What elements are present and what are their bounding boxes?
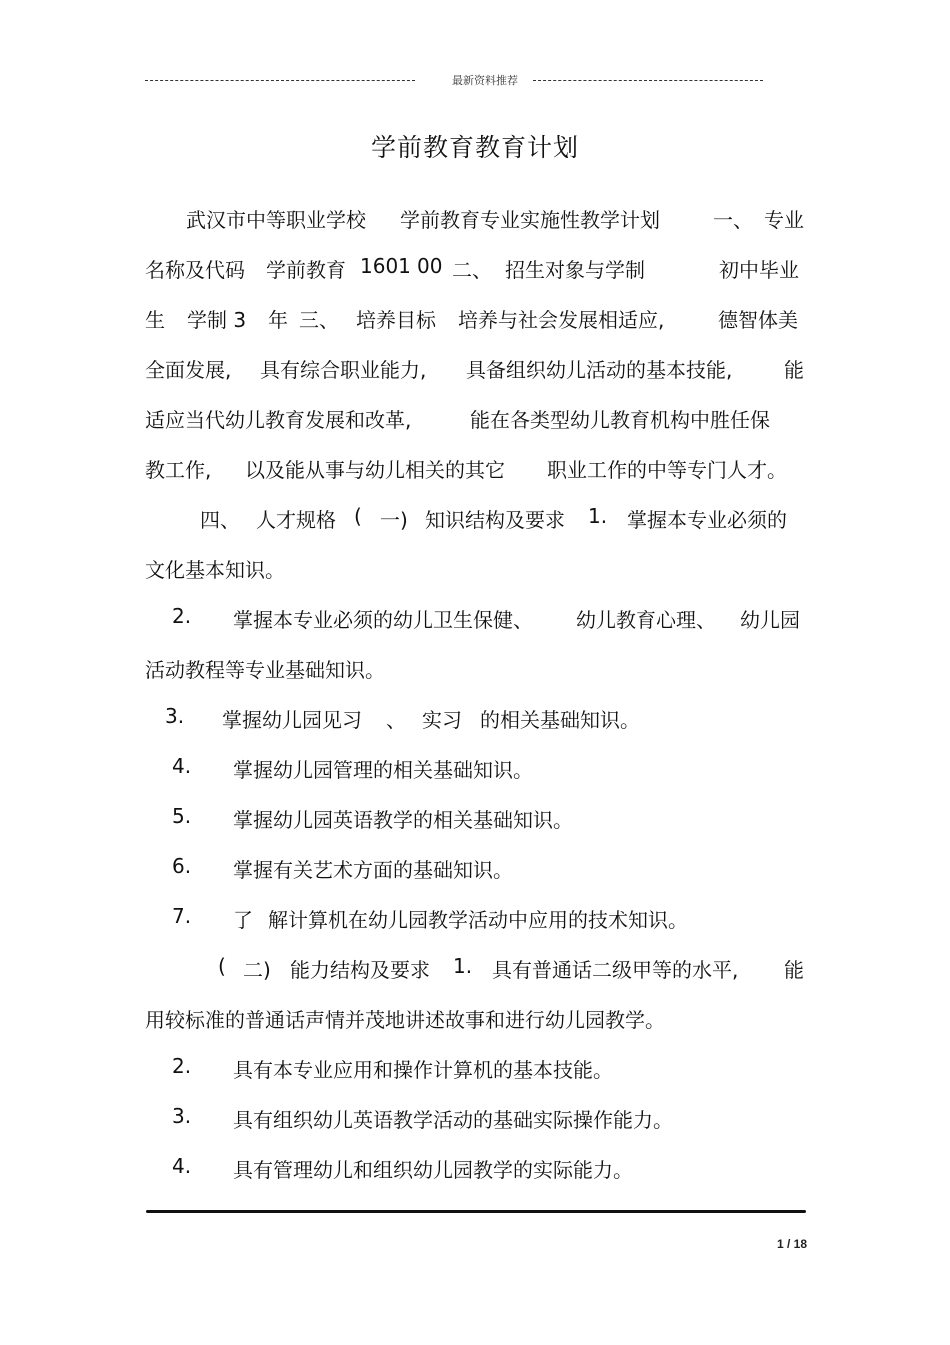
document-title: 学前教育教育计划: [370, 133, 579, 162]
text-segment: 掌握幼儿园管理的相关基础知识。: [233, 758, 533, 782]
text-line: [0, 954, 950, 984]
text-segment: 2.: [172, 604, 192, 628]
text-segment: 7.: [172, 904, 192, 928]
text-segment: 知识结构及要求: [425, 508, 565, 532]
text-segment: 了: [233, 908, 253, 932]
text-segment: 掌握本专业必须的: [627, 508, 787, 532]
text-segment: 以及能从事与幼儿相关的其它: [245, 458, 505, 482]
text-segment: 职业工作的中等专门人才。: [547, 458, 787, 482]
text-segment: 5.: [172, 804, 192, 828]
text-segment: 用较标准的普通话声情并茂地讲述故事和进行幼儿园教学。: [145, 1008, 665, 1032]
text-segment: 00: [417, 254, 443, 278]
text-segment: 培养与社会发展相适应,: [458, 308, 665, 332]
text-segment: 4.: [172, 1154, 192, 1178]
text-segment: 文化基本知识。: [145, 558, 285, 582]
text-line: [0, 1054, 950, 1084]
text-line: [0, 504, 950, 534]
text-line: [0, 704, 950, 734]
text-segment: 德智体美: [718, 308, 798, 332]
text-segment: 具有普通话二级甲等的水平,: [492, 958, 739, 982]
text-segment: (: [218, 954, 226, 978]
text-segment: 6.: [172, 854, 192, 878]
text-line: [0, 204, 950, 234]
text-segment: 具有组织幼儿英语教学活动的基础实际操作能力。: [233, 1108, 673, 1132]
text-segment: 掌握幼儿园英语教学的相关基础知识。: [233, 808, 573, 832]
text-segment: 1.: [588, 504, 608, 528]
text-segment: 2.: [172, 1054, 192, 1078]
text-line: [0, 654, 950, 684]
text-segment: 学前教育专业实施性教学计划: [400, 208, 660, 232]
text-line: [0, 1154, 950, 1184]
text-segment: 具有综合职业能力,: [260, 358, 427, 382]
text-line: [0, 354, 950, 384]
text-line: [0, 254, 950, 284]
header-label: 最新资料推荐: [452, 74, 518, 87]
text-segment: 3.: [165, 704, 185, 728]
text-segment: 初中毕业: [719, 258, 799, 282]
text-line: [0, 454, 950, 484]
text-segment: 生: [145, 308, 165, 332]
text-line: [0, 854, 950, 884]
text-segment: 学制 3: [187, 308, 247, 332]
text-segment: 掌握幼儿园见习: [222, 708, 362, 732]
header-dash-left: [145, 80, 415, 81]
text-segment: 名称及代码: [145, 258, 245, 282]
text-segment: 能: [784, 358, 804, 382]
text-line: [0, 904, 950, 934]
text-segment: 培养目标: [356, 308, 436, 332]
text-segment: 能力结构及要求: [290, 958, 430, 982]
text-segment: 、: [386, 708, 406, 732]
text-segment: 一): [380, 508, 408, 532]
text-line: [0, 1104, 950, 1134]
text-segment: 专业: [764, 208, 804, 232]
page-number: 1 / 18: [776, 1237, 807, 1251]
text-segment: (: [354, 504, 362, 528]
text-segment: 掌握本专业必须的幼儿卫生保健、: [233, 608, 533, 632]
text-segment: 实习: [422, 708, 462, 732]
text-segment: 3.: [172, 1104, 192, 1128]
text-segment: 适应当代幼儿教育发展和改革,: [145, 408, 412, 432]
text-segment: 具有管理幼儿和组织幼儿园教学的实际能力。: [233, 1158, 633, 1182]
text-line: [0, 804, 950, 834]
header-dash-right: [533, 80, 763, 81]
text-segment: 幼儿园: [740, 608, 800, 632]
text-segment: 二、: [452, 258, 492, 282]
text-segment: 人才规格: [256, 508, 336, 532]
text-line: [0, 404, 950, 434]
text-segment: 幼儿教育心理、: [576, 608, 716, 632]
text-segment: 教工作,: [145, 458, 212, 482]
text-segment: 能: [784, 958, 804, 982]
text-segment: 三、: [299, 308, 339, 332]
text-segment: 武汉市中等职业学校: [186, 208, 366, 232]
text-segment: 具有本专业应用和操作计算机的基本技能。: [233, 1058, 613, 1082]
text-segment: 能在各类型幼儿教育机构中胜任保: [470, 408, 770, 432]
text-segment: 全面发展,: [145, 358, 232, 382]
text-line: [0, 1004, 950, 1034]
text-segment: 1601: [360, 254, 411, 278]
text-segment: 4.: [172, 754, 192, 778]
text-segment: 年: [268, 308, 288, 332]
text-segment: 四、: [200, 508, 240, 532]
text-segment: 活动教程等专业基础知识。: [145, 658, 385, 682]
text-line: [0, 604, 950, 634]
text-line: [0, 754, 950, 784]
text-segment: 1.: [453, 954, 473, 978]
text-segment: 学前教育: [266, 258, 346, 282]
text-segment: 一、: [713, 208, 753, 232]
text-segment: 掌握有关艺术方面的基础知识。: [233, 858, 513, 882]
text-line: [0, 304, 950, 334]
footer-rule: [146, 1210, 806, 1213]
text-segment: 二): [243, 958, 271, 982]
text-segment: 解计算机在幼儿园教学活动中应用的技术知识。: [268, 908, 688, 932]
text-segment: 招生对象与学制: [505, 258, 645, 282]
text-segment: 的相关基础知识。: [480, 708, 640, 732]
text-segment: 具备组织幼儿活动的基本技能,: [466, 358, 733, 382]
text-line: [0, 554, 950, 584]
